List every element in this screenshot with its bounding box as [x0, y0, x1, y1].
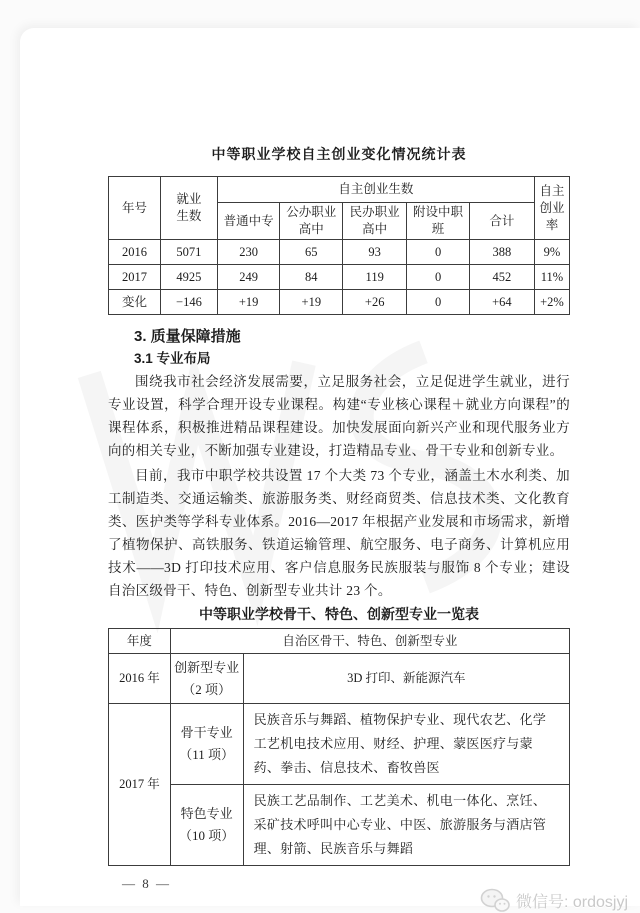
table1-header-rate-line2: 创业率: [539, 200, 565, 232]
table1-header-startup-group: 自主创业生数: [217, 177, 534, 203]
table2-type-feature: [170, 785, 243, 866]
table1-cell: 0: [407, 265, 470, 290]
table1-header-employed: [161, 177, 218, 240]
page-content: [108, 28, 570, 892]
table1-subheader: 附设中职班: [407, 203, 470, 240]
wechat-watermark: [480, 888, 628, 913]
table1-cell: 变化: [109, 290, 161, 315]
table1-cell: 2016: [109, 240, 161, 265]
table1-cell: 230: [217, 240, 280, 265]
table1-cell: 0: [407, 240, 470, 265]
table1-header-rate: [534, 177, 569, 240]
majors-overview-table: [108, 628, 570, 866]
table1-cell: +26: [343, 290, 407, 315]
table1-cell: 0: [407, 290, 470, 315]
table2-content-backbone: 民族音乐与舞蹈、植物保护专业、现代农艺、化学工艺机电技术应用、财经、护理、蒙医医疗与蒙药、拳击、信息技术、畜牧兽医: [243, 704, 569, 785]
table2-year-2016: 2016 年: [109, 654, 171, 704]
table1-cell: +2%: [534, 290, 569, 315]
table-row: [109, 704, 570, 785]
table1-cell: 93: [343, 240, 407, 265]
table-row: [109, 240, 570, 265]
paragraph-1: 围绕我市社会经济发展需要，立足服务社会，立足促进学生就业，进行专业设置，科学合理开设专业课程。构建“专业核心课程＋就业方向课程”的课程体系，积极推进精品课程建设。加快发展面向新兴产业和现代服务业方向的相关专业，不断加强专业建设，打造精品专业、骨干专业和创新专业。: [108, 374, 570, 458]
table1-cell: 388: [469, 240, 534, 265]
table1-cell: +19: [280, 290, 343, 315]
table1-cell: 4925: [161, 265, 218, 290]
table1-header-employed-line2: 生数: [176, 209, 202, 223]
section-heading: 3. 质量保障措施: [134, 328, 241, 345]
table2-content-feature: 民族工艺品制作、工艺美术、机电一体化、烹饪、采矿技术呼叫中心专业、中医、旅游服务与酒店管理、射箭、民族音乐与舞蹈: [243, 785, 569, 866]
table-row: [109, 265, 570, 290]
table1-cell: +19: [217, 290, 280, 315]
type-count: （10 项）: [179, 828, 235, 843]
table1-cell: 5071: [161, 240, 218, 265]
table1-title: 中等职业学校自主创业变化情况统计表: [211, 146, 467, 162]
document-page: [20, 28, 640, 911]
table1-cell: 2017: [109, 265, 161, 290]
table2-type-backbone: [170, 704, 243, 785]
table1-subheader: 公办职业高中: [280, 203, 343, 240]
table2-title: 中等职业学校骨干、特色、创新型专业一览表: [199, 606, 479, 622]
table1-cell: 119: [343, 265, 407, 290]
table2-header-majors: 自治区骨干、特色、创新型专业: [170, 629, 569, 654]
table1-header-employed-line1: 就业: [176, 192, 202, 206]
table-row: [109, 654, 570, 704]
table1-subheader: 普通中专: [217, 203, 280, 240]
table2-content-innovative: 3D 打印、新能源汽车: [243, 654, 569, 704]
table2-header-year: 年度: [109, 629, 171, 654]
type-count: （2 项）: [182, 681, 232, 697]
table1-cell: 249: [217, 265, 280, 290]
table1-cell: +64: [469, 290, 534, 315]
page-number: — 8 —: [122, 876, 171, 891]
type-label: 骨干专业: [180, 725, 233, 740]
table1-header-year: 年号: [109, 177, 161, 240]
table-row: [109, 785, 570, 866]
table1-cell: 11%: [534, 265, 569, 290]
table1-header-rate-line1: 自主: [539, 183, 565, 198]
table1-cell: 9%: [534, 240, 569, 265]
table-row: [109, 290, 570, 315]
type-label: 特色专业: [180, 806, 233, 821]
table1-cell: 84: [280, 265, 343, 290]
wechat-icon: [480, 888, 510, 913]
table1-subheader: 合计: [469, 203, 534, 240]
paragraph-2: 目前，我市中职学校共设置 17 个大类 73 个专业，涵盖土木水利类、加工制造类、交通运输类、旅游服务类、财经商贸类、信息技术类、文化教育类、医护类等学科专业体系。2016—2017 年根据产业发展和市场需求，新增了植物保护、高铁服务、铁道运输管理、航空服务、电子商务、计算机应用技术——3D 打印技术应用、客户信息服务民族服装与服饰 8 个专业；建设自治区级骨干、特色、创新型专业共计 23 个。: [108, 468, 570, 598]
wechat-label: 微信号: ordosjyj: [515, 894, 628, 911]
table1-cell: 65: [280, 240, 343, 265]
table1-subheader: 民办职业高中: [343, 203, 407, 240]
table1-cell: −146: [161, 290, 218, 315]
table1-cell: 452: [469, 265, 534, 290]
table2-type-innovative: [170, 654, 243, 704]
type-count: （11 项）: [179, 747, 235, 762]
startup-statistics-table: [108, 176, 570, 315]
table2-year-2017: 2017 年: [109, 704, 171, 866]
type-label: 创新型专业: [174, 659, 240, 675]
section-subheading: 3.1 专业布局: [134, 351, 211, 366]
